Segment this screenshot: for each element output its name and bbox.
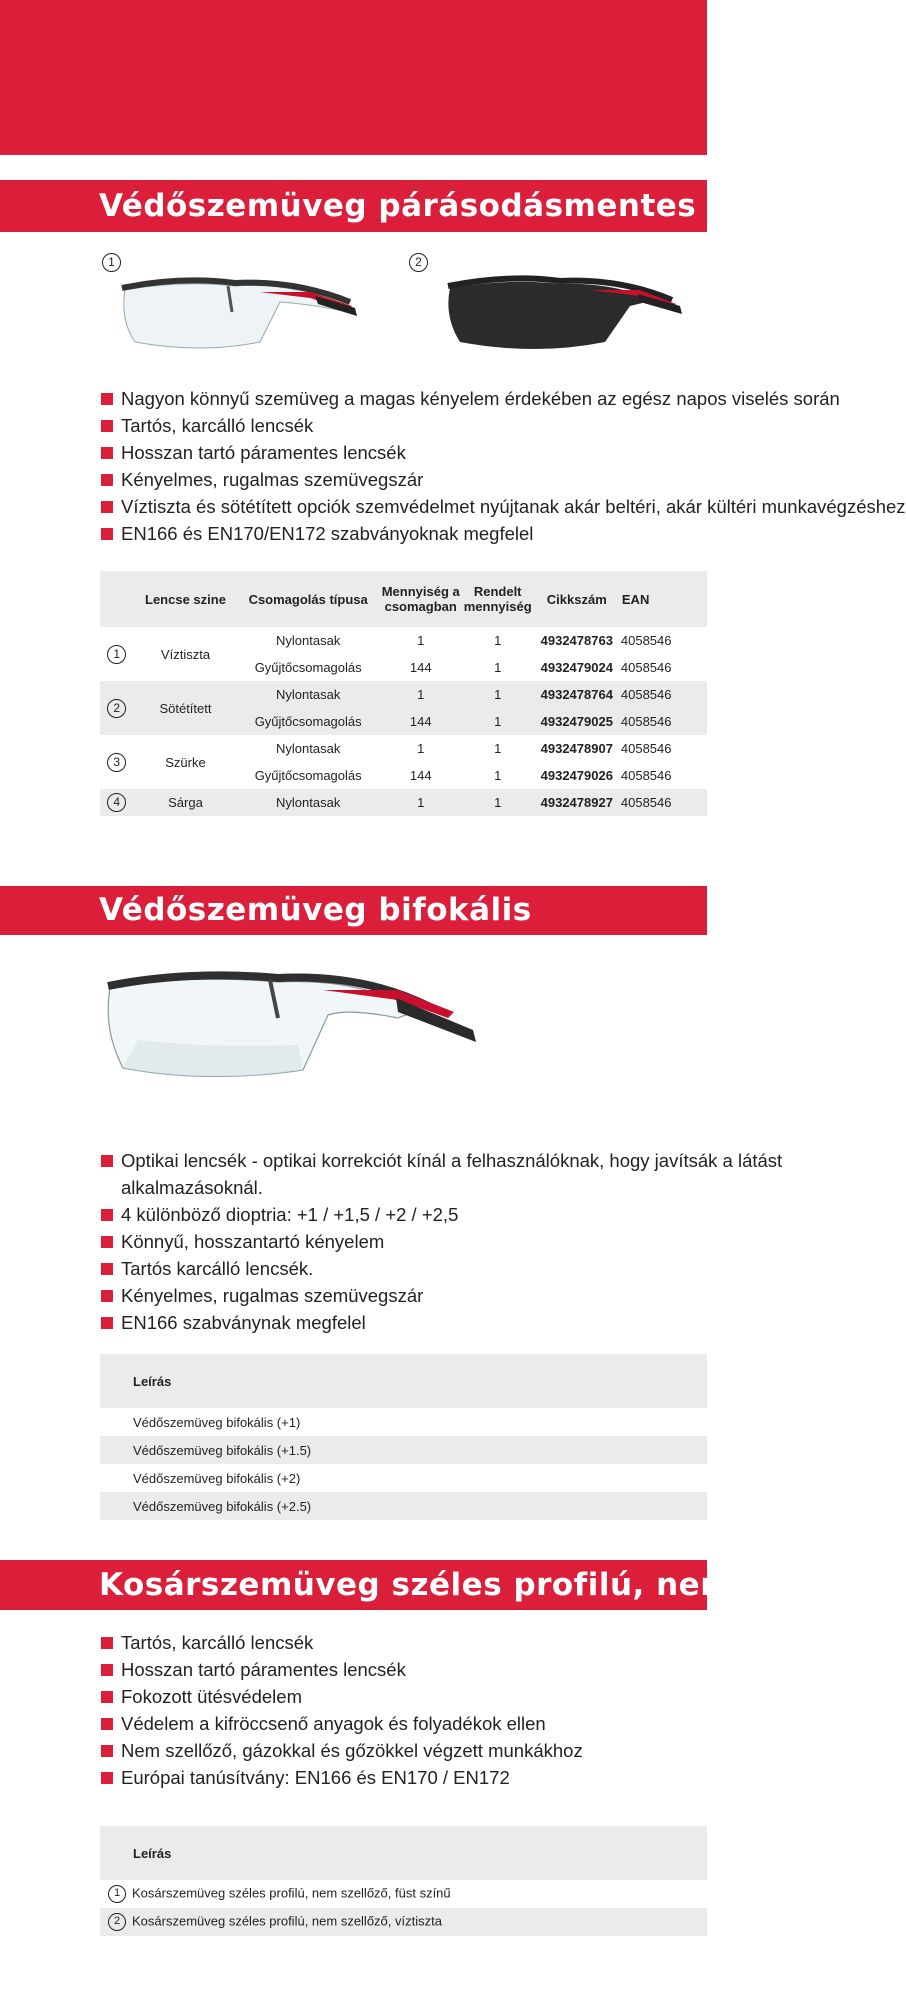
feature-item: Tartós karcálló lencsék. <box>101 1255 707 1282</box>
product-table <box>100 571 707 816</box>
row-marker: 3 <box>107 753 126 772</box>
description-cell: Védőszemüveg bifokális (+2) <box>133 1470 301 1486</box>
table-row <box>100 681 707 708</box>
feature-item: Víztiszta és sötétített opciók szemvédelmet nyújtanak akár beltéri, akár kültéri munkavégzéshez <box>101 493 707 520</box>
row-marker: 2 <box>108 1913 126 1931</box>
pack-type: Nylontasak <box>276 795 341 810</box>
feature-item: Hosszan tartó páramentes lencsék <box>101 1656 707 1683</box>
feature-item: EN166 szabványnak megfelel <box>101 1309 707 1336</box>
row-marker: 1 <box>108 1885 126 1903</box>
ean-code: 4058546 <box>620 795 672 810</box>
feature-item-continuation: alkalmazásoknál. <box>121 1177 263 1198</box>
table-row <box>100 1880 707 1908</box>
table-header-row <box>100 1826 707 1880</box>
table-row <box>100 789 707 816</box>
article-number: 4932478927 <box>540 795 613 810</box>
table-row <box>100 1908 707 1936</box>
row-marker: 4 <box>107 793 126 812</box>
column-header: EAN <box>621 591 650 607</box>
feature-list <box>101 1147 783 1336</box>
article-number: 4932479025 <box>540 714 613 729</box>
pack-qty: 1 <box>417 741 425 756</box>
feature-item: Kényelmes, rugalmas szemüvegszár <box>101 466 707 493</box>
ean-code: 4058546 <box>620 687 672 702</box>
feature-item: Könnyű, hosszantartó kényelem <box>101 1228 707 1255</box>
column-header: Leírás <box>133 1373 172 1389</box>
feature-item: Tartós, karcálló lencsék <box>101 1629 707 1656</box>
article-number: 4932478907 <box>540 741 613 756</box>
lens-color: Víztiszta <box>160 646 211 662</box>
order-qty: 1 <box>494 714 502 729</box>
lens-color: Sötétített <box>159 700 212 716</box>
pack-type: Gyűjtőcsomagolás <box>254 768 362 783</box>
feature-item: Kényelmes, rugalmas szemüvegszár <box>101 1282 707 1309</box>
lens-color: Szürke <box>165 754 206 770</box>
feature-item: EN166 és EN170/EN172 szabványoknak megfelel <box>101 520 707 547</box>
product-marker-2: 2 <box>409 253 428 272</box>
feature-item: Nagyon könnyű szemüveg a magas kényelem érdekében az egész napos viselés során <box>101 385 707 412</box>
table-row <box>100 1408 707 1436</box>
column-header: Leírás <box>133 1845 172 1861</box>
pack-qty: 144 <box>409 714 432 729</box>
feature-item: Optikai lencsék - optikai korrekciót kínál a felhasználóknak, hogy javítsák a látást <box>101 1147 707 1174</box>
article-number: 4932479024 <box>540 660 613 675</box>
ean-code: 4058546 <box>620 768 672 783</box>
ean-code: 4058546 <box>620 714 672 729</box>
order-qty: 1 <box>494 660 502 675</box>
ean-code: 4058546 <box>620 660 672 675</box>
order-qty: 1 <box>494 741 502 756</box>
ean-code: 4058546 <box>620 741 672 756</box>
table-header-row <box>100 1354 707 1408</box>
ean-code: 4058546 <box>620 633 672 648</box>
order-qty: 1 <box>494 795 502 810</box>
bifocal-table <box>100 1354 707 1520</box>
feature-list <box>101 1629 707 1791</box>
section-header-antifog <box>0 180 707 232</box>
tinted-safety-glasses-image <box>440 272 685 362</box>
column-header <box>100 571 133 627</box>
description-cell: Kosárszemüveg széles profilú, nem szellőző, víztiszta <box>132 1913 442 1929</box>
bifocal-glasses-image <box>98 960 488 1090</box>
section-header-bifocal <box>0 886 707 935</box>
table-row <box>100 627 707 654</box>
feature-item: Európai tanúsítvány: EN166 és EN170 / EN172 <box>101 1764 707 1791</box>
article-number: 4932479026 <box>540 768 613 783</box>
table-row <box>100 735 707 762</box>
description-cell: Védőszemüveg bifokális (+2.5) <box>133 1498 312 1514</box>
pack-type: Gyűjtőcsomagolás <box>254 660 362 675</box>
table-row <box>100 1436 707 1464</box>
feature-item: Védelem a kifröccsenő anyagok és folyadékok ellen <box>101 1710 707 1737</box>
section-header-goggles <box>0 1560 888 1610</box>
section-title: Védőszemüveg párásodásmentes <box>99 188 697 224</box>
pack-type: Nylontasak <box>276 633 341 648</box>
product-marker-1: 1 <box>102 253 121 272</box>
pack-type: Nylontasak <box>276 687 341 702</box>
table-row <box>100 1464 707 1492</box>
article-number: 4932478764 <box>540 687 613 702</box>
pack-qty: 1 <box>417 633 425 648</box>
order-qty: 1 <box>494 633 502 648</box>
article-number: 4932478763 <box>540 633 613 648</box>
column-header: Rendelt mennyiség <box>463 584 532 614</box>
description-cell: Kosárszemüveg széles profilú, nem szellőző, füst színű <box>132 1885 451 1901</box>
pack-qty: 144 <box>409 768 432 783</box>
lens-color: Sárga <box>168 795 203 810</box>
column-header: Cikkszám <box>546 591 607 607</box>
feature-item: Nem szellőző, gázokkal és gőzökkel végzett munkákhoz <box>101 1737 707 1764</box>
row-marker: 2 <box>107 699 126 718</box>
table-header-row <box>100 571 707 627</box>
feature-item: 4 különböző dioptria: +1 / +1,5 / +2 / +2,5 <box>101 1201 707 1228</box>
description-cell: Védőszemüveg bifokális (+1) <box>133 1414 301 1430</box>
pack-type: Nylontasak <box>276 741 341 756</box>
order-qty: 1 <box>494 768 502 783</box>
feature-item: Fokozott ütésvédelem <box>101 1683 707 1710</box>
section-title: Védőszemüveg bifokális <box>99 892 532 928</box>
column-header: Csomagolás típusa <box>248 591 368 607</box>
feature-list <box>101 385 906 547</box>
clear-safety-glasses-image <box>110 272 360 362</box>
pack-qty: 1 <box>417 687 425 702</box>
description-cell: Védőszemüveg bifokális (+1.5) <box>133 1442 312 1458</box>
top-red-band <box>0 0 707 155</box>
feature-item: Tartós, karcálló lencsék <box>101 412 707 439</box>
column-header: Mennyiség a csomagban <box>381 584 460 614</box>
section-title: Kosárszemüveg széles profilú, nem szellőző <box>99 1567 888 1603</box>
table-row <box>100 1492 707 1520</box>
order-qty: 1 <box>494 687 502 702</box>
goggles-table <box>100 1826 707 1936</box>
feature-item: Hosszan tartó páramentes lencsék <box>101 439 707 466</box>
row-marker: 1 <box>107 645 126 664</box>
pack-type: Gyűjtőcsomagolás <box>254 714 362 729</box>
column-header: Lencse szine <box>145 591 226 607</box>
pack-qty: 1 <box>417 795 425 810</box>
pack-qty: 144 <box>409 660 432 675</box>
